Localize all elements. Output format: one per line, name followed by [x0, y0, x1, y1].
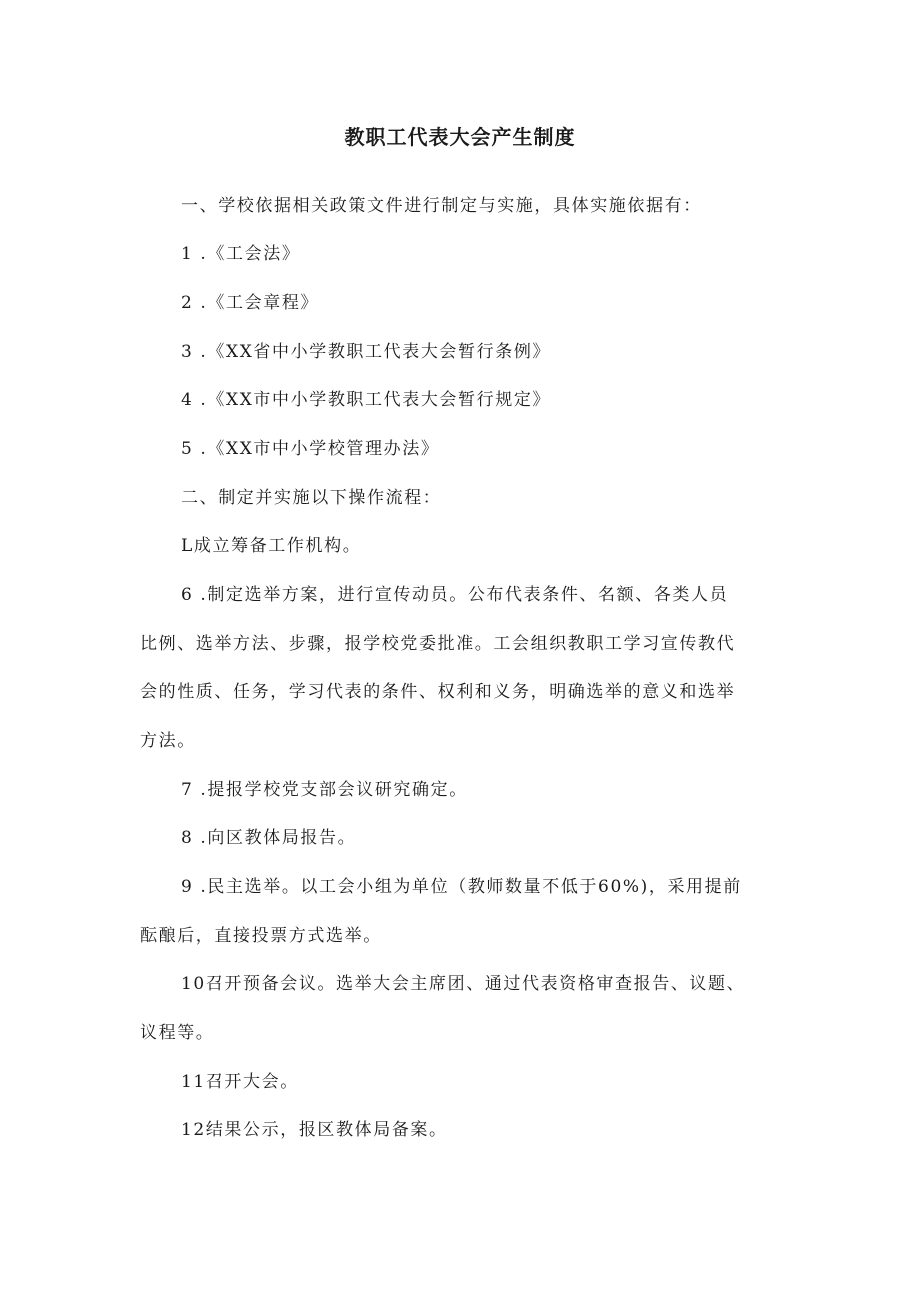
process-step-6-line-4: 方法。	[140, 731, 196, 751]
process-step-9-line-2: 酝酿后，直接投票方式选举。	[140, 926, 382, 946]
process-step-9-line-1: 9 .民主选举。以工会小组为单位（教师数量不低于60%)，采用提前	[181, 877, 742, 897]
document-title: 教职工代表大会产生制度	[344, 125, 576, 149]
process-step-10-line-1: 10召开预备会议。选举大会主席团、通过代表资格审查报告、议题、	[181, 974, 746, 994]
process-step-10-line-2: 议程等。	[140, 1023, 215, 1043]
basis-item-3: 3 .《XX省中小学教职工代表大会暂行条例》	[181, 342, 552, 362]
basis-item-1: 1 .《工会法》	[181, 244, 301, 264]
process-step-6-line-3: 会的性质、任务，学习代表的条件、权利和义务，明确选举的意义和选举	[140, 682, 736, 702]
process-step-6-line-2: 比例、选举方法、步骤，报学校党委批准。工会组织教职工学习宣传教代	[140, 634, 736, 654]
process-step-7: 7 .提报学校党支部会议研究确定。	[181, 780, 468, 800]
section-2-heading: 二、制定并实施以下操作流程：	[181, 488, 442, 508]
process-step-1: L成立筹备工作机构。	[181, 536, 362, 556]
section-1-heading: 一、学校依据相关政策文件进行制定与实施，具体实施依据有：	[181, 196, 702, 216]
basis-item-4: 4 .《XX市中小学教职工代表大会暂行规定》	[181, 390, 552, 410]
process-step-11: 11召开大会。	[181, 1072, 299, 1092]
basis-item-5: 5 .《XX市中小学校管理办法》	[181, 439, 440, 459]
process-step-12: 12结果公示，报区教体局备案。	[181, 1120, 448, 1140]
process-step-6-line-1: 6 .制定选举方案，进行宣传动员。公布代表条件、名额、各类人员	[181, 585, 729, 605]
process-step-8: 8 .向区教体局报告。	[181, 828, 357, 848]
basis-item-2: 2 .《工会章程》	[181, 293, 320, 313]
